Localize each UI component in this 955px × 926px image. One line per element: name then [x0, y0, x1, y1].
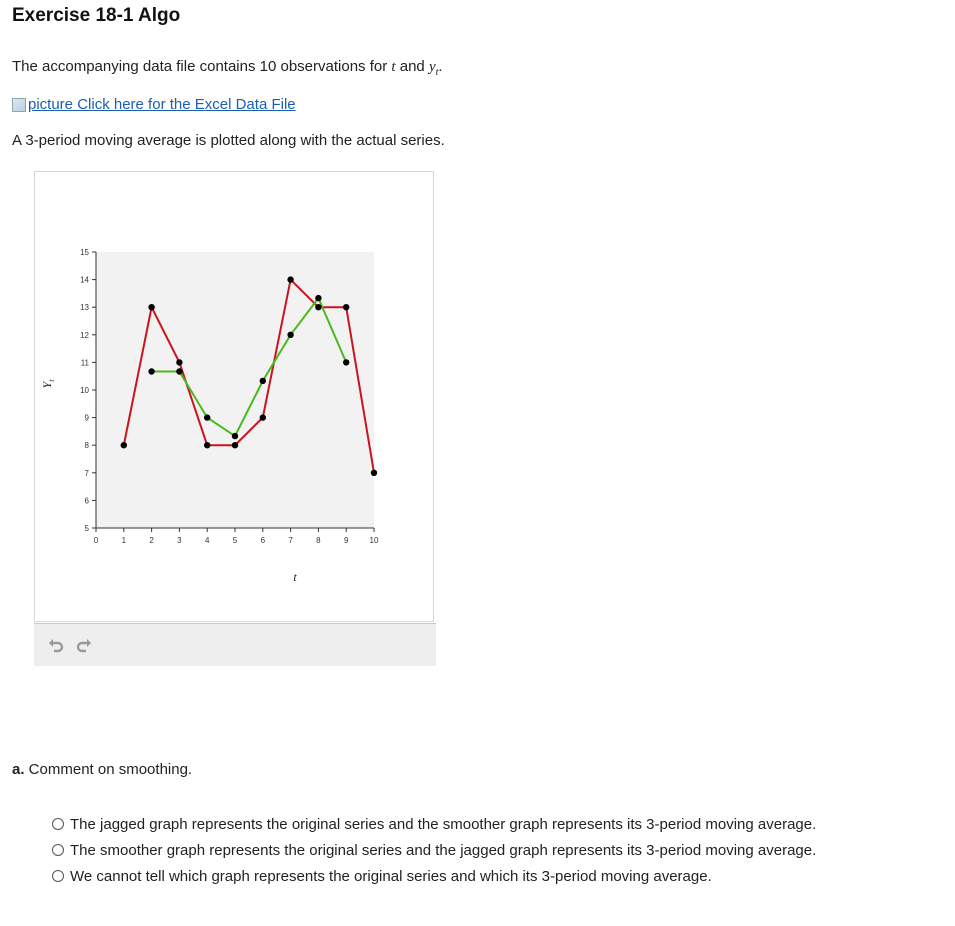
answer-option-3[interactable] — [52, 863, 816, 889]
y-tick-label: 5 — [84, 524, 89, 533]
x-axis-label: t — [293, 570, 297, 584]
undo-icon[interactable] — [46, 636, 66, 656]
x-tick-label: 6 — [260, 536, 266, 545]
actual-series-point — [204, 442, 210, 448]
moving-average-point — [343, 359, 349, 365]
undo-arrow-icon — [47, 636, 65, 654]
y-axis-label-sub: t — [47, 379, 56, 382]
answer-option-label: We cannot tell which graph represents the original series and which its 3-period moving average. — [70, 867, 712, 885]
actual-series-point — [176, 359, 182, 365]
moving-average-point — [260, 378, 266, 384]
question-label: a. — [12, 761, 25, 778]
x-tick-label: 4 — [204, 536, 210, 545]
excel-data-file-link[interactable] — [12, 96, 296, 113]
radio-button[interactable] — [52, 844, 64, 856]
answer-option-1[interactable] — [52, 811, 816, 837]
intro-var-t: t — [391, 59, 396, 75]
radio-button[interactable] — [52, 818, 64, 830]
y-tick-label: 14 — [80, 275, 89, 285]
answer-option-label: The jagged graph represents the original series and the smoother graph represents its 3-period moving average. — [70, 815, 817, 833]
x-tick-label: 1 — [121, 536, 127, 545]
intro-var-y-base: y — [428, 59, 436, 75]
plot-area — [96, 252, 374, 528]
actual-series-point — [260, 414, 266, 420]
x-tick-label: 9 — [343, 536, 349, 545]
y-axis-label: $Y_t$ — [40, 379, 56, 389]
y-tick-label: 8 — [84, 441, 89, 451]
chart-toolbar — [34, 623, 436, 666]
moving-average-point — [204, 414, 210, 420]
intro-var-y — [428, 59, 439, 78]
y-tick-label: 10 — [80, 386, 89, 395]
y-tick-label: 15 — [80, 248, 89, 257]
x-tick-label: 2 — [149, 536, 154, 545]
intro-and: and — [395, 58, 429, 75]
y-tick-label: 7 — [84, 468, 89, 478]
intro-before: The accompanying data file contains 10 observations for — [12, 58, 392, 75]
question-text: Comment on smoothing. — [24, 761, 193, 778]
actual-series-point — [148, 304, 154, 310]
answer-options — [52, 811, 816, 889]
broken-image-icon — [12, 98, 26, 112]
x-tick-label: 8 — [316, 536, 321, 545]
moving-average-point — [148, 368, 154, 374]
redo-arrow-icon — [75, 636, 93, 654]
actual-series-point — [371, 470, 377, 476]
intro-var-y-sub: t — [435, 67, 439, 78]
question-a — [12, 761, 192, 778]
y-tick-label: 6 — [84, 496, 89, 506]
page-title: Exercise 18-1 Algo — [12, 5, 181, 26]
x-tick-label: 5 — [232, 536, 238, 545]
x-tick-label: 7 — [288, 536, 293, 545]
redo-icon[interactable] — [74, 636, 94, 656]
actual-series-point — [343, 304, 349, 310]
moving-average-point — [315, 295, 321, 301]
excel-link-label: Click here for the Excel Data File — [77, 96, 296, 113]
y-tick-label: 11 — [80, 358, 89, 368]
moving-average-point — [232, 433, 238, 439]
x-tick-label: 3 — [177, 536, 182, 545]
chart-panel — [34, 171, 434, 622]
y-tick-label: 12 — [80, 330, 89, 340]
image-alt-text: picture — [28, 96, 74, 113]
x-tick-label: 10 — [369, 536, 379, 545]
answer-option-2[interactable] — [52, 837, 816, 863]
moving-average-point — [176, 368, 182, 374]
actual-series-point — [315, 304, 321, 310]
actual-series-point — [121, 442, 127, 448]
actual-series-point — [232, 442, 238, 448]
moving-average-point — [287, 332, 293, 338]
radio-button[interactable] — [52, 870, 64, 882]
x-tick-label: 0 — [93, 536, 99, 545]
y-tick-label: 13 — [80, 303, 89, 313]
actual-series-point — [287, 276, 293, 282]
moving-average-chart — [35, 172, 433, 621]
intro-after: . — [438, 58, 443, 75]
y-tick-label: 9 — [84, 413, 89, 423]
chart-description: A 3-period moving average is plotted along with the actual series. — [12, 132, 445, 149]
answer-option-label: The smoother graph represents the original series and the jagged graph represents its 3-period moving average. — [70, 841, 817, 859]
intro-text — [12, 58, 443, 78]
